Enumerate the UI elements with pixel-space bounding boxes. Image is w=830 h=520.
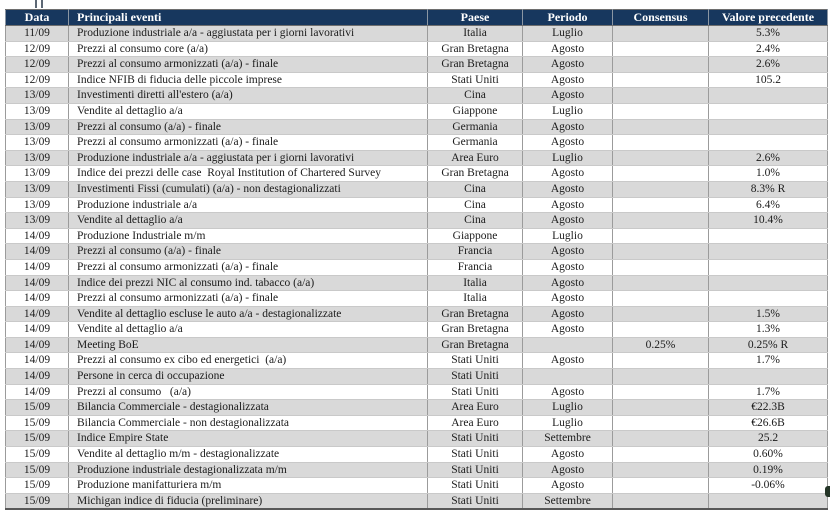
- cell-evento: Produzione industriale a/a - aggiustata per i giorni lavorativi: [69, 26, 428, 42]
- cell-evento: Produzione industriale a/a - aggiustata per i giorni lavorativi: [69, 150, 428, 166]
- cell-consensus: [613, 415, 709, 431]
- cell-evento: Produzione industriale destagionalizzata m/m: [69, 462, 428, 478]
- cell-data: 15/09: [6, 400, 69, 416]
- table-row: [6, 166, 828, 182]
- table-row: [6, 88, 828, 104]
- cell-evento: Investimenti diretti all'estero (a/a): [69, 88, 428, 104]
- cell-periodo: Luglio: [523, 103, 613, 119]
- cell-evento: Persone in cerca di occupazione: [69, 369, 428, 385]
- cell-periodo: Agosto: [523, 135, 613, 151]
- cell-valore: [709, 103, 828, 119]
- right-edge-artifact: [825, 486, 830, 497]
- cell-consensus: [613, 213, 709, 229]
- cell-data: 14/09: [6, 291, 69, 307]
- cell-evento: Michigan indice di fiducia (preliminare): [69, 493, 428, 509]
- cell-evento: Bilancia Commerciale - non destagionalizzata: [69, 415, 428, 431]
- cell-valore: [709, 244, 828, 260]
- cell-evento: Indice NFIB di fiducia delle piccole imprese: [69, 72, 428, 88]
- table-row: [6, 181, 828, 197]
- cell-data: 13/09: [6, 88, 69, 104]
- cell-paese: Gran Bretagna: [428, 41, 523, 57]
- cell-paese: Gran Bretagna: [428, 306, 523, 322]
- cell-consensus: [613, 369, 709, 385]
- cell-periodo: Agosto: [523, 41, 613, 57]
- cell-paese: Italia: [428, 291, 523, 307]
- cell-valore: [709, 259, 828, 275]
- cell-periodo: Agosto: [523, 322, 613, 338]
- table-row: [6, 119, 828, 135]
- cell-periodo: Luglio: [523, 150, 613, 166]
- cell-periodo: Settembre: [523, 431, 613, 447]
- table-row: [6, 275, 828, 291]
- cell-valore: [709, 119, 828, 135]
- cell-valore: €22.3B: [709, 400, 828, 416]
- cell-data: 13/09: [6, 166, 69, 182]
- cell-consensus: 0.25%: [613, 337, 709, 353]
- cell-periodo: Luglio: [523, 228, 613, 244]
- cell-consensus: [613, 259, 709, 275]
- cell-periodo: Agosto: [523, 275, 613, 291]
- cell-evento: Indice Empire State: [69, 431, 428, 447]
- table-row: [6, 291, 828, 307]
- cell-consensus: [613, 135, 709, 151]
- cell-consensus: [613, 431, 709, 447]
- cell-data: 14/09: [6, 353, 69, 369]
- cell-consensus: [613, 88, 709, 104]
- cell-evento: Bilancia Commerciale - destagionalizzata: [69, 400, 428, 416]
- table-row: [6, 431, 828, 447]
- table-row: [6, 103, 828, 119]
- cell-paese: Germania: [428, 119, 523, 135]
- cell-valore: 1.3%: [709, 322, 828, 338]
- cell-evento: Prezzi al consumo armonizzati (a/a) - finale: [69, 259, 428, 275]
- cell-paese: Italia: [428, 275, 523, 291]
- column-header-periodo: Periodo: [523, 10, 613, 26]
- column-header-paese: Paese: [428, 10, 523, 26]
- cell-paese: Gran Bretagna: [428, 166, 523, 182]
- table-row: [6, 228, 828, 244]
- cell-periodo: Agosto: [523, 447, 613, 463]
- table-row: [6, 135, 828, 151]
- cell-data: 14/09: [6, 369, 69, 385]
- cell-consensus: [613, 447, 709, 463]
- cell-consensus: [613, 306, 709, 322]
- cell-evento: Meeting BoE: [69, 337, 428, 353]
- table-row: [6, 447, 828, 463]
- cell-data: 13/09: [6, 119, 69, 135]
- cell-data: 14/09: [6, 306, 69, 322]
- cell-data: 13/09: [6, 197, 69, 213]
- cell-paese: Cina: [428, 181, 523, 197]
- cell-evento: Vendite al dettaglio m/m - destagionalizzate: [69, 447, 428, 463]
- cell-paese: Francia: [428, 259, 523, 275]
- cell-consensus: [613, 72, 709, 88]
- cell-data: 13/09: [6, 150, 69, 166]
- cell-data: 15/09: [6, 478, 69, 494]
- table-row: [6, 72, 828, 88]
- cell-paese: Stati Uniti: [428, 384, 523, 400]
- cell-periodo: Agosto: [523, 166, 613, 182]
- cell-valore: 2.6%: [709, 57, 828, 73]
- cell-evento: Vendite al dettaglio a/a: [69, 213, 428, 229]
- clipped-cell-border-artifact: [35, 0, 43, 8]
- cell-data: 14/09: [6, 384, 69, 400]
- cell-periodo: Luglio: [523, 26, 613, 42]
- cell-data: 14/09: [6, 337, 69, 353]
- cell-periodo: Agosto: [523, 259, 613, 275]
- table-row: [6, 322, 828, 338]
- table-row: [6, 213, 828, 229]
- cell-periodo: Agosto: [523, 384, 613, 400]
- cell-consensus: [613, 384, 709, 400]
- cell-consensus: [613, 103, 709, 119]
- cell-consensus: [613, 181, 709, 197]
- table-row: [6, 244, 828, 260]
- cell-evento: Prezzi al consumo ex cibo ed energetici (a/a): [69, 353, 428, 369]
- cell-periodo: [523, 369, 613, 385]
- table-row: [6, 369, 828, 385]
- cell-paese: Cina: [428, 197, 523, 213]
- cell-evento: Vendite al dettaglio a/a: [69, 322, 428, 338]
- cell-evento: Prezzi al consumo armonizzati (a/a) - finale: [69, 135, 428, 151]
- cell-paese: Cina: [428, 88, 523, 104]
- cell-evento: Prezzi al consumo (a/a): [69, 384, 428, 400]
- cell-consensus: [613, 228, 709, 244]
- cell-consensus: [613, 119, 709, 135]
- cell-valore: [709, 275, 828, 291]
- cell-data: 14/09: [6, 228, 69, 244]
- cell-data: 14/09: [6, 275, 69, 291]
- cell-periodo: Agosto: [523, 478, 613, 494]
- cell-paese: Stati Uniti: [428, 447, 523, 463]
- cell-valore: 25.2: [709, 431, 828, 447]
- cell-evento: Produzione Industriale m/m: [69, 228, 428, 244]
- cell-paese: Stati Uniti: [428, 462, 523, 478]
- cell-valore: 2.4%: [709, 41, 828, 57]
- cell-data: 15/09: [6, 431, 69, 447]
- cell-valore: 0.60%: [709, 447, 828, 463]
- table-row: [6, 493, 828, 509]
- economic-events-table: [5, 9, 828, 510]
- cell-data: 13/09: [6, 103, 69, 119]
- cell-paese: Gran Bretagna: [428, 337, 523, 353]
- cell-consensus: [613, 197, 709, 213]
- cell-evento: Produzione industriale a/a: [69, 197, 428, 213]
- table-row: [6, 150, 828, 166]
- cell-periodo: Agosto: [523, 197, 613, 213]
- cell-periodo: Settembre: [523, 493, 613, 509]
- cell-valore: [709, 291, 828, 307]
- cell-periodo: Luglio: [523, 415, 613, 431]
- cell-data: 15/09: [6, 447, 69, 463]
- cell-periodo: Agosto: [523, 306, 613, 322]
- column-header-principali-eventi: Principali eventi: [69, 10, 428, 26]
- cell-consensus: [613, 26, 709, 42]
- cell-valore: [709, 369, 828, 385]
- cell-consensus: [613, 57, 709, 73]
- cell-evento: Vendite al dettaglio escluse le auto a/a - destagionalizzate: [69, 306, 428, 322]
- cell-periodo: Luglio: [523, 400, 613, 416]
- cell-evento: Prezzi al consumo (a/a) - finale: [69, 119, 428, 135]
- cell-valore: 1.5%: [709, 306, 828, 322]
- table-header-row: [6, 10, 828, 26]
- cell-evento: Prezzi al consumo armonizzati (a/a) - finale: [69, 291, 428, 307]
- table-row: [6, 306, 828, 322]
- cell-consensus: [613, 166, 709, 182]
- table-row: [6, 197, 828, 213]
- cell-valore: 2.6%: [709, 150, 828, 166]
- cell-data: 15/09: [6, 493, 69, 509]
- cell-paese: Stati Uniti: [428, 72, 523, 88]
- cell-valore: 6.4%: [709, 197, 828, 213]
- cell-data: 11/09: [6, 26, 69, 42]
- cell-data: 12/09: [6, 57, 69, 73]
- column-header-data: Data: [6, 10, 69, 26]
- cell-paese: Gran Bretagna: [428, 322, 523, 338]
- column-header-valore-precedente: Valore precedente: [709, 10, 828, 26]
- table-row: [6, 478, 828, 494]
- cell-data: 14/09: [6, 244, 69, 260]
- cell-valore: €26.6B: [709, 415, 828, 431]
- cell-periodo: Agosto: [523, 213, 613, 229]
- cell-periodo: Agosto: [523, 181, 613, 197]
- cell-periodo: Agosto: [523, 244, 613, 260]
- cell-paese: Gran Bretagna: [428, 57, 523, 73]
- table-row: [6, 26, 828, 42]
- table-row: [6, 337, 828, 353]
- cell-consensus: [613, 322, 709, 338]
- cell-data: 13/09: [6, 213, 69, 229]
- table-row: [6, 41, 828, 57]
- cell-periodo: Agosto: [523, 353, 613, 369]
- cell-paese: Area Euro: [428, 415, 523, 431]
- cell-periodo: Agosto: [523, 291, 613, 307]
- cell-data: 13/09: [6, 135, 69, 151]
- cell-data: 15/09: [6, 415, 69, 431]
- cell-consensus: [613, 41, 709, 57]
- table-row: [6, 400, 828, 416]
- cell-consensus: [613, 493, 709, 509]
- cell-valore: 1.7%: [709, 384, 828, 400]
- cell-data: 14/09: [6, 259, 69, 275]
- cell-valore: 105.2: [709, 72, 828, 88]
- cell-evento: Prezzi al consumo (a/a) - finale: [69, 244, 428, 260]
- cell-data: 12/09: [6, 41, 69, 57]
- cell-data: 14/09: [6, 322, 69, 338]
- events-table-body: [6, 26, 828, 510]
- cell-evento: Produzione manifatturiera m/m: [69, 478, 428, 494]
- cell-valore: [709, 493, 828, 509]
- cell-paese: Italia: [428, 26, 523, 42]
- cell-paese: Giappone: [428, 103, 523, 119]
- cell-evento: Indice dei prezzi delle case Royal Institution of Chartered Survey: [69, 166, 428, 182]
- cell-consensus: [613, 275, 709, 291]
- cell-paese: Stati Uniti: [428, 478, 523, 494]
- cell-periodo: Agosto: [523, 72, 613, 88]
- cell-consensus: [613, 244, 709, 260]
- cell-valore: 1.0%: [709, 166, 828, 182]
- cell-valore: -0.06%: [709, 478, 828, 494]
- cell-valore: [709, 228, 828, 244]
- cell-paese: Giappone: [428, 228, 523, 244]
- cell-paese: Stati Uniti: [428, 353, 523, 369]
- cell-periodo: Agosto: [523, 57, 613, 73]
- cell-evento: Indice dei prezzi NIC al consumo ind. tabacco (a/a): [69, 275, 428, 291]
- cell-valore: [709, 88, 828, 104]
- column-header-consensus: Consensus: [613, 10, 709, 26]
- cell-evento: Prezzi al consumo armonizzati (a/a) - finale: [69, 57, 428, 73]
- cell-consensus: [613, 291, 709, 307]
- table-row: [6, 462, 828, 478]
- cell-paese: Germania: [428, 135, 523, 151]
- cell-consensus: [613, 478, 709, 494]
- cell-paese: Area Euro: [428, 400, 523, 416]
- cell-evento: Investimenti Fissi (cumulati) (a/a) - non destagionalizzati: [69, 181, 428, 197]
- cell-paese: Francia: [428, 244, 523, 260]
- cell-periodo: Agosto: [523, 462, 613, 478]
- cell-valore: [709, 135, 828, 151]
- cell-data: 15/09: [6, 462, 69, 478]
- cell-valore: 8.3% R: [709, 181, 828, 197]
- cell-periodo: Agosto: [523, 88, 613, 104]
- cell-periodo: Agosto: [523, 119, 613, 135]
- cell-consensus: [613, 150, 709, 166]
- table-row: [6, 57, 828, 73]
- cell-paese: Stati Uniti: [428, 431, 523, 447]
- cell-valore: 1.7%: [709, 353, 828, 369]
- cell-consensus: [613, 353, 709, 369]
- cell-valore: 10.4%: [709, 213, 828, 229]
- cell-consensus: [613, 462, 709, 478]
- cell-evento: Vendite al dettaglio a/a: [69, 103, 428, 119]
- cell-data: 12/09: [6, 72, 69, 88]
- table-row: [6, 353, 828, 369]
- cell-evento: Prezzi al consumo core (a/a): [69, 41, 428, 57]
- table-row: [6, 384, 828, 400]
- cell-paese: Cina: [428, 213, 523, 229]
- cell-paese: Area Euro: [428, 150, 523, 166]
- table-row: [6, 259, 828, 275]
- cell-valore: 0.25% R: [709, 337, 828, 353]
- table-row: [6, 415, 828, 431]
- cell-periodo: [523, 337, 613, 353]
- cell-consensus: [613, 400, 709, 416]
- cell-data: 13/09: [6, 181, 69, 197]
- cell-paese: Stati Uniti: [428, 369, 523, 385]
- cell-valore: 0.19%: [709, 462, 828, 478]
- cell-paese: Stati Uniti: [428, 493, 523, 509]
- cell-valore: 5.3%: [709, 26, 828, 42]
